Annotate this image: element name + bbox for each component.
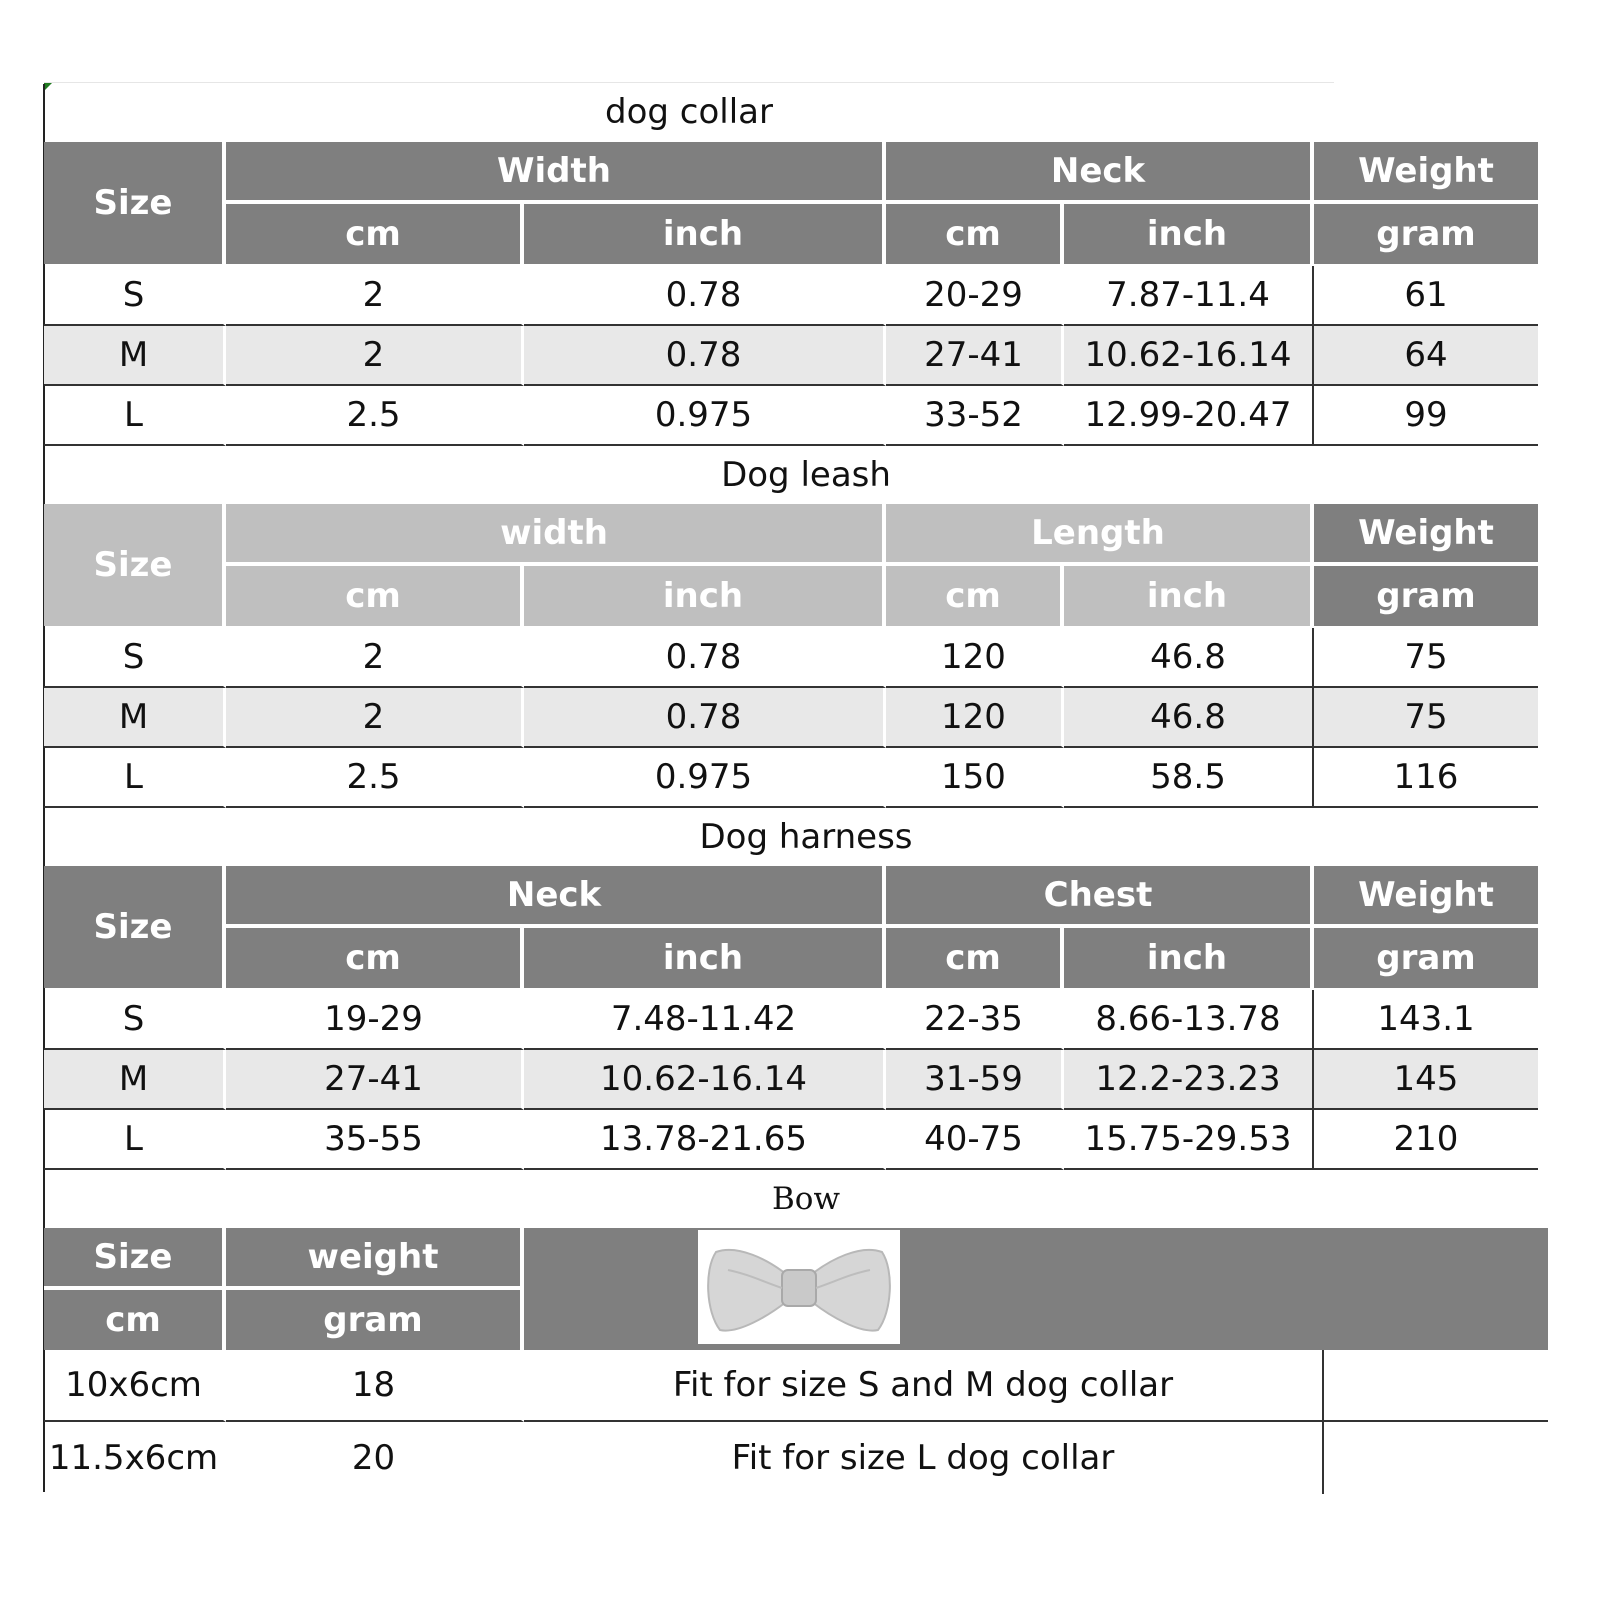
header-unit-gram: gram [1314,928,1538,988]
cell-size: S [44,628,226,688]
cell-value: 7.48-11.42 [524,990,886,1050]
cell-value: 19-29 [226,990,524,1050]
cell-size: M [44,1050,226,1110]
header-weight: weight [226,1228,524,1290]
dog-leash-title: Dog leash [721,455,891,495]
header-size: Size [44,504,226,626]
cell-value: 210 [1314,1110,1538,1170]
table-row [44,386,1568,446]
cell-value: 20 [226,1422,524,1494]
bow-tie-icon [698,1230,900,1344]
cell-value: 75 [1314,688,1538,748]
cell-value: 18 [226,1350,524,1422]
cell-value: 0.78 [524,628,886,688]
cell-empty [1324,1422,1548,1494]
cell-value: 0.975 [524,748,886,808]
dog-collar-header [44,142,1568,264]
dog-leash-header [44,504,1568,626]
cell-value: 15.75-29.53 [1064,1110,1314,1170]
cell-value: 0.78 [524,266,886,326]
header-unit-cm: cm [226,566,524,626]
cell-value: 120 [886,628,1064,688]
cell-value: 31-59 [886,1050,1064,1110]
cell-value: 2 [226,326,524,386]
header-unit-gram: gram [1314,566,1538,626]
cell-value: 46.8 [1064,688,1314,748]
cell-value: 8.66-13.78 [1064,990,1314,1050]
table-row [44,1422,1568,1494]
cell-value: 10.62-16.14 [1064,326,1314,386]
cell-value: 150 [886,748,1064,808]
cell-value: 2 [226,266,524,326]
cell-value: 0.78 [524,326,886,386]
cell-value: 2.5 [226,386,524,446]
cell-value: 64 [1314,326,1538,386]
cell-size: S [44,266,226,326]
header-unit-inch: inch [1064,566,1314,626]
header-unit-inch: inch [524,204,886,264]
cell-value: 33-52 [886,386,1064,446]
cell-size: M [44,688,226,748]
header-unit-cm: cm [886,928,1064,988]
bow-title: Bow [772,1181,840,1217]
header-group-width: width [226,504,886,566]
cell-value: 2.5 [226,748,524,808]
cell-value: 13.78-21.65 [524,1110,886,1170]
cell-size: L [44,748,226,808]
cell-value: 145 [1314,1050,1538,1110]
table-row [44,1050,1568,1110]
cell-value: 27-41 [886,326,1064,386]
header-size: Size [44,866,226,988]
cell-value: 120 [886,688,1064,748]
cell-value: 20-29 [886,266,1064,326]
header-unit-cm: cm [226,928,524,988]
cell-value: 2 [226,688,524,748]
cell-value: 40-75 [886,1110,1064,1170]
header-unit-inch: inch [524,928,886,988]
cell-value: 99 [1314,386,1538,446]
header-group-weight: Weight [1314,504,1538,566]
cell-value: 143.1 [1314,990,1538,1050]
header-group-neck: Neck [886,142,1314,204]
header-unit-inch: inch [1064,204,1314,264]
table-row [44,628,1568,688]
header-group-weight: Weight [1314,866,1538,928]
header-group-weight: Weight [1314,142,1538,204]
cell-value: 22-35 [886,990,1064,1050]
cell-value: 61 [1314,266,1538,326]
cell-value: 35-55 [226,1110,524,1170]
table-row [44,1110,1568,1170]
header-unit-cm: cm [886,204,1064,264]
table-row [44,1350,1568,1422]
cell-value: 2 [226,628,524,688]
cell-value: 0.975 [524,386,886,446]
header-unit-cm: cm [44,1290,226,1350]
cell-note: Fit for size L dog collar [524,1422,1324,1494]
header-unit-cm: cm [886,566,1064,626]
header-unit-inch: inch [1064,928,1314,988]
table-row [44,688,1568,748]
table-row [44,748,1568,808]
cell-size: L [44,1110,226,1170]
cell-size: S [44,990,226,1050]
bow-tie-image [698,1230,900,1344]
cell-value: 12.99-20.47 [1064,386,1314,446]
cell-note: Fit for size S and M dog collar [524,1350,1324,1422]
table-row [44,326,1568,386]
cell-value: 46.8 [1064,628,1314,688]
cell-value: 27-41 [226,1050,524,1110]
dog-harness-title: Dog harness [699,817,913,857]
table-row [44,990,1568,1050]
cell-size: L [44,386,226,446]
cell-value: 12.2-23.23 [1064,1050,1314,1110]
header-group-neck: Neck [226,866,886,928]
cell-value: 58.5 [1064,748,1314,808]
header-group-chest: Chest [886,866,1314,928]
header-group-length: Length [886,504,1314,566]
cell-value: 7.87-11.4 [1064,266,1314,326]
bow-image-header [524,1228,1548,1350]
cell-value: 0.78 [524,688,886,748]
header-group-width: Width [226,142,886,204]
header-unit-gram: gram [226,1290,524,1350]
header-unit-cm: cm [226,204,524,264]
cell-value: 116 [1314,748,1538,808]
cell-size: 11.5x6cm [44,1422,226,1494]
dog-collar-title: dog collar [44,82,1334,141]
header-unit-gram: gram [1314,204,1538,264]
cell-value: 10.62-16.14 [524,1050,886,1110]
cell-size: 10x6cm [44,1350,226,1422]
cell-value: 75 [1314,628,1538,688]
dog-harness-header [44,866,1568,988]
cell-empty [1324,1350,1548,1422]
header-unit-inch: inch [524,566,886,626]
table-row [44,266,1568,326]
cell-size: M [44,326,226,386]
header-size: Size [44,142,226,264]
header-size: Size [44,1228,226,1290]
